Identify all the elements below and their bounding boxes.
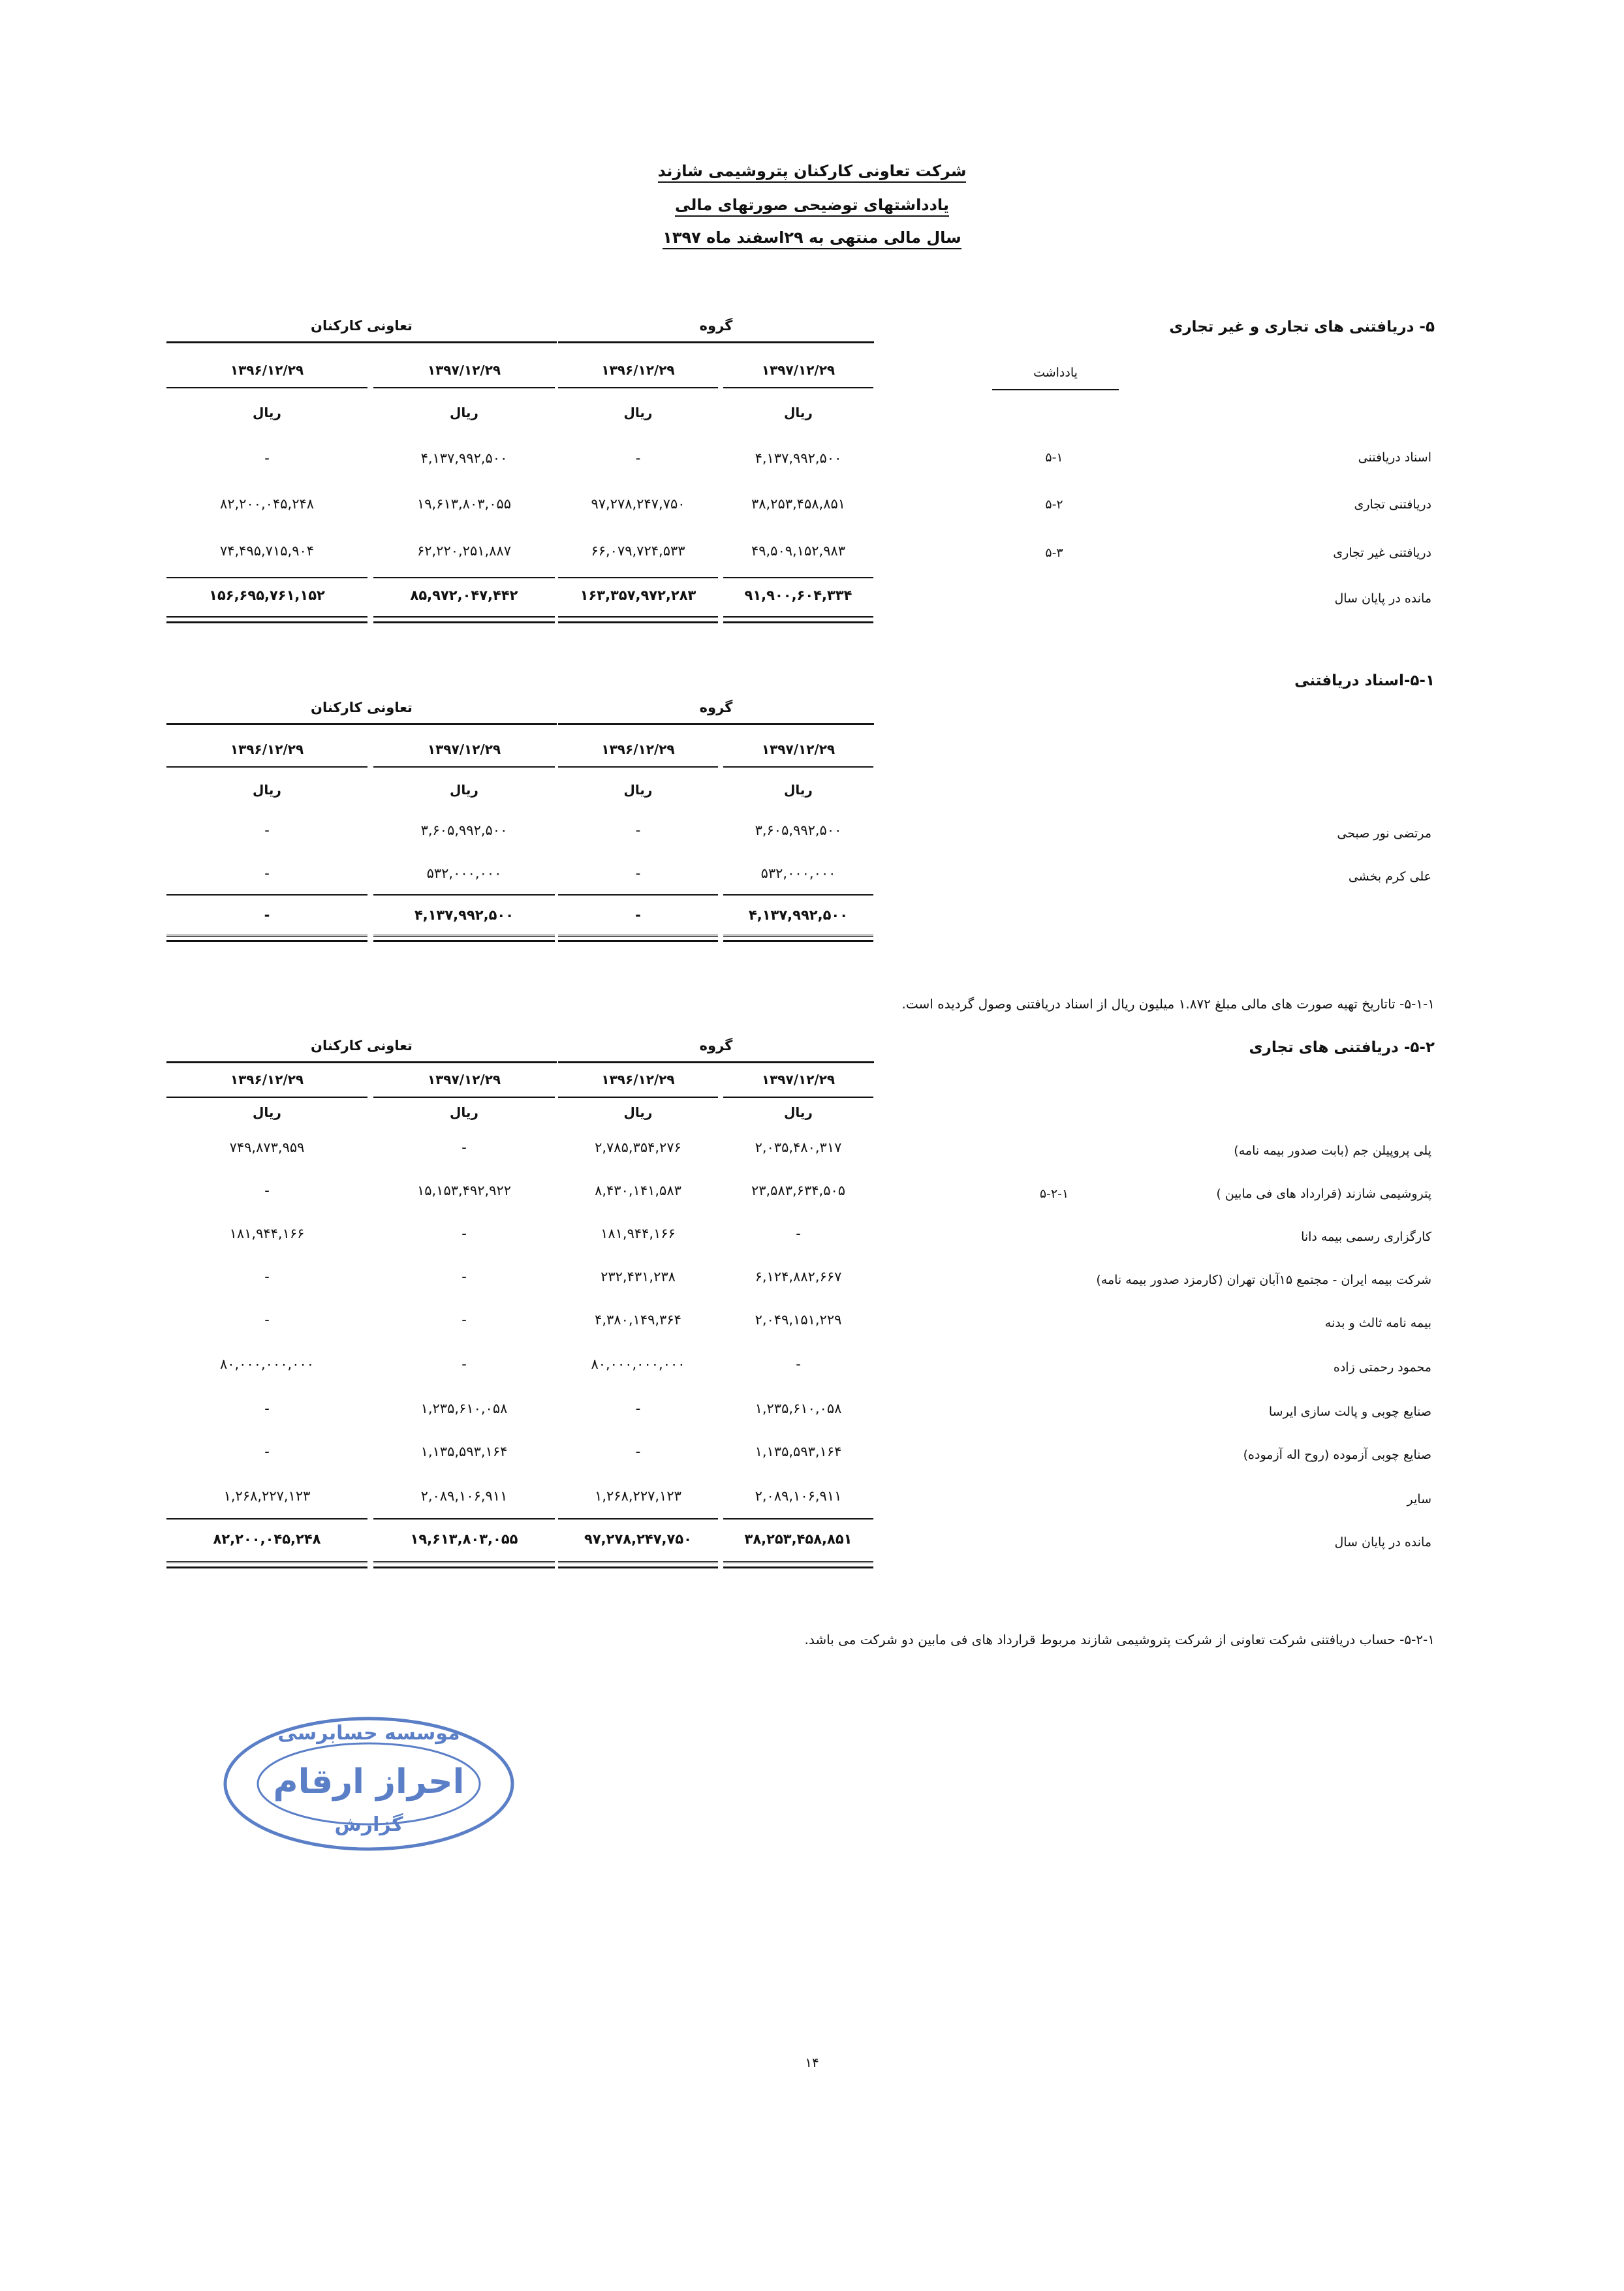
total-g96: - — [635, 907, 641, 923]
total-double-rule — [166, 935, 367, 942]
row-label: کارگزاری رسمی بیمه دانا — [1301, 1230, 1431, 1244]
subtotal-rule — [373, 577, 555, 578]
total-double-rule — [373, 616, 555, 623]
unit-label: ریال — [623, 782, 653, 798]
unit-label: ریال — [784, 1104, 813, 1120]
cell-c96: - — [264, 822, 270, 838]
col-g96: ۱۳۹۶/۱۲/۲۹ — [558, 1072, 718, 1098]
section-5-1-coop-header: تعاونی کارکنان — [166, 700, 557, 725]
row-note: ۵-۲-۱ — [1039, 1187, 1069, 1201]
row-note: ۵-۳ — [1045, 546, 1063, 560]
cell-g97: - — [796, 1356, 801, 1372]
row-label: صنایع چوبی آزموده (روح اله آزموده) — [1243, 1448, 1431, 1462]
cell-c97: - — [461, 1356, 467, 1372]
row-label: پلی پروپیلن جم (بابت صدور بیمه نامه) — [1234, 1144, 1431, 1158]
total-c96: ۸۲,۲۰۰,۰۴۵,۲۴۸ — [213, 1531, 321, 1547]
total-g96: ۱۶۳,۳۵۷,۹۷۲,۲۸۳ — [580, 587, 696, 603]
cell-c96: ۱,۲۶۸,۲۲۷,۱۲۳ — [223, 1488, 311, 1504]
cell-c97: ۱,۲۳۵,۶۱۰,۰۵۸ — [420, 1401, 508, 1416]
row-label: محمود رحمتی زاده — [1333, 1360, 1431, 1375]
cell-g97: ۲,۰۴۹,۱۵۱,۲۲۹ — [755, 1312, 842, 1328]
col-c96: ۱۳۹۶/۱۲/۲۹ — [166, 362, 367, 388]
subtotal-rule — [373, 1518, 555, 1520]
cell-g97: ۱,۱۳۵,۵۹۳,۱۶۴ — [755, 1444, 842, 1459]
unit-label: ریال — [450, 782, 478, 798]
subtotal-rule — [723, 577, 873, 578]
col-g97: ۱۳۹۷/۱۲/۲۹ — [723, 1072, 873, 1098]
cell-g96: - — [635, 822, 641, 838]
total-c96: ۱۵۶,۶۹۵,۷۶۱,۱۵۲ — [209, 587, 325, 603]
total-double-rule — [723, 935, 873, 942]
cell-c97: ۱,۱۳۵,۵۹۳,۱۶۴ — [420, 1444, 508, 1459]
cell-g97: ۳,۶۰۵,۹۹۲,۵۰۰ — [755, 822, 842, 838]
cell-g97: ۲,۰۸۹,۱۰۶,۹۱۱ — [755, 1488, 842, 1504]
cell-c97: ۴,۱۳۷,۹۹۲,۵۰۰ — [420, 450, 508, 466]
col-g97: ۱۳۹۷/۱۲/۲۹ — [723, 741, 873, 768]
total-double-rule — [373, 935, 555, 942]
total-double-rule — [373, 1561, 555, 1568]
cell-g96: - — [635, 865, 641, 881]
total-double-rule — [723, 616, 873, 623]
unit-label: ریال — [450, 1104, 478, 1120]
subtotal-rule — [558, 1518, 718, 1520]
auditor-stamp — [222, 1715, 516, 1852]
page-number: ۱۴ — [805, 2055, 819, 2070]
notes-subtitle: یادداشتهای توضیحی صورتهای مالی — [0, 196, 1624, 214]
cell-c97: - — [461, 1312, 467, 1328]
total-double-rule — [166, 616, 367, 623]
cell-c96: - — [264, 1444, 270, 1459]
cell-g96: ۲,۷۸۵,۳۵۴,۲۷۶ — [595, 1140, 681, 1155]
cell-g96: ۱۸۱,۹۴۴,۱۶۶ — [601, 1226, 676, 1241]
cell-g97: ۱,۲۳۵,۶۱۰,۰۵۸ — [755, 1401, 842, 1416]
cell-g96: - — [635, 1401, 641, 1416]
total-c96: - — [264, 907, 270, 923]
section-5-1-title: ۵-۱-اسناد دریافتنی — [1294, 672, 1435, 689]
section-5-title: ۵- دریافتنی های تجاری و غیر تجاری — [1169, 319, 1435, 335]
total-g96: ۹۷,۲۷۸,۲۴۷,۷۵۰ — [584, 1531, 692, 1547]
cell-c97: - — [461, 1269, 467, 1285]
period-title: سال مالی منتهی به ۲۹اسفند ماه ۱۳۹۷ — [0, 228, 1624, 247]
total-double-rule — [558, 935, 718, 942]
cell-c97: ۳,۶۰۵,۹۹۲,۵۰۰ — [420, 822, 508, 838]
total-g97: ۹۱,۹۰۰,۶۰۴,۳۳۴ — [744, 587, 852, 603]
row-note: ۵-۲ — [1045, 497, 1063, 512]
cell-c96: - — [264, 1183, 270, 1198]
row-label: پتروشیمی شازند (قرارداد های فی مابین ) — [1216, 1187, 1431, 1201]
section-5-2-title: ۵-۲- دریافتنی های تجاری — [1249, 1039, 1435, 1056]
row-label: بیمه نامه ثالث و بدنه — [1324, 1316, 1431, 1330]
subtotal-rule — [166, 577, 367, 578]
section-5-1-group-header: گروه — [558, 700, 874, 725]
cell-c96: ۸۲,۲۰۰,۰۴۵,۲۴۸ — [219, 496, 315, 512]
cell-c96: ۷۴۹,۸۷۳,۹۵۹ — [229, 1140, 305, 1155]
row-label: دریافتنی غیر تجاری — [1333, 546, 1431, 560]
total-c97: ۸۵,۹۷۲,۰۴۷,۴۴۲ — [410, 587, 518, 603]
subtotal-rule — [723, 894, 873, 896]
stamp-middle-text: احراز ارقام — [273, 1762, 465, 1801]
row-label: دریافتنی تجاری — [1354, 497, 1431, 512]
cell-g97: - — [796, 1226, 801, 1241]
unit-label: ریال — [450, 405, 478, 420]
subtotal-rule — [558, 577, 718, 578]
company-title: شرکت تعاونی کارکنان پتروشیمی شازند — [0, 162, 1624, 180]
total-c97: ۱۹,۶۱۳,۸۰۳,۰۵۵ — [410, 1531, 518, 1547]
cell-g96: ۶۶,۰۷۹,۷۲۴,۵۳۳ — [591, 543, 685, 559]
cell-c97: ۵۳۲,۰۰۰,۰۰۰ — [426, 865, 502, 881]
total-label: مانده در پایان سال — [1334, 591, 1431, 606]
section-5-1-footnote: ۵-۱-۱- تاتاریخ تهیه صورت های مالی مبلغ ۱.۸۷۲ میلیون ریال از اسناد دریافتنی وصول گردیده است. — [901, 996, 1435, 1012]
section-5-2-coop-header: تعاونی کارکنان — [166, 1038, 557, 1063]
row-note: ۵-۱ — [1045, 450, 1063, 465]
total-double-rule — [558, 616, 718, 623]
unit-label: ریال — [253, 782, 281, 798]
cell-c97: ۲,۰۸۹,۱۰۶,۹۱۱ — [420, 1488, 508, 1504]
col-c96: ۱۳۹۶/۱۲/۲۹ — [166, 1072, 367, 1098]
cell-g96: ۹۷,۲۷۸,۲۴۷,۷۵۰ — [591, 496, 685, 512]
cell-g97: ۲۳,۵۸۳,۶۳۴,۵۰۵ — [751, 1183, 846, 1198]
cell-c96: - — [264, 1269, 270, 1285]
total-g97: ۴,۱۳۷,۹۹۲,۵۰۰ — [748, 907, 849, 923]
row-label: اسناد دریافتنی — [1358, 450, 1431, 465]
cell-g96: ۱,۲۶۸,۲۲۷,۱۲۳ — [595, 1488, 681, 1504]
cell-g97: ۴۹,۵۰۹,۱۵۲,۹۸۳ — [751, 543, 846, 559]
stamp-bottom-text: گزارش — [334, 1813, 403, 1836]
section-5-group-header: گروه — [558, 318, 874, 343]
row-label: علی کرم بخشی — [1348, 869, 1431, 884]
cell-g97: ۵۳۲,۰۰۰,۰۰۰ — [760, 865, 836, 881]
cell-g96: ۸,۴۳۰,۱۴۱,۵۸۳ — [595, 1183, 681, 1198]
row-label: مرتضی نور صبحی — [1337, 826, 1431, 841]
cell-g96: ۲۳۲,۴۳۱,۲۳۸ — [601, 1269, 676, 1285]
total-c97: ۴,۱۳۷,۹۹۲,۵۰۰ — [414, 907, 514, 923]
cell-c96: ۷۴,۴۹۵,۷۱۵,۹۰۴ — [219, 543, 315, 559]
total-g97: ۳۸,۲۵۳,۴۵۸,۸۵۱ — [744, 1531, 852, 1547]
cell-g96: ۴,۳۸۰,۱۴۹,۳۶۴ — [595, 1312, 681, 1328]
note-column-header: یادداشت — [992, 366, 1119, 390]
total-label: مانده در پایان سال — [1334, 1535, 1431, 1550]
subtotal-rule — [723, 1518, 873, 1520]
subtotal-rule — [166, 894, 367, 896]
cell-g96: - — [635, 1444, 641, 1459]
col-g97: ۱۳۹۷/۱۲/۲۹ — [723, 362, 873, 388]
unit-label: ریال — [253, 405, 281, 420]
cell-g97: ۳۸,۲۵۳,۴۵۸,۸۵۱ — [751, 496, 846, 512]
cell-c97: ۱۵,۱۵۳,۴۹۲,۹۲۲ — [416, 1183, 512, 1198]
col-c97: ۱۳۹۷/۱۲/۲۹ — [373, 362, 555, 388]
row-label: شرکت بیمه ایران - مجتمع ۱۵آبان تهران (کارمزد صدور بیمه نامه) — [1096, 1273, 1431, 1287]
cell-c97: ۶۲,۲۲۰,۲۵۱,۸۸۷ — [416, 543, 512, 559]
unit-label: ریال — [623, 405, 653, 420]
col-g96: ۱۳۹۶/۱۲/۲۹ — [558, 741, 718, 768]
cell-c96: - — [264, 1312, 270, 1328]
unit-label: ریال — [623, 1104, 653, 1120]
stamp-top-text: موسسه حسابرسی — [277, 1722, 460, 1745]
cell-c96: ۸۰,۰۰۰,۰۰۰,۰۰۰ — [219, 1356, 315, 1372]
col-c97: ۱۳۹۷/۱۲/۲۹ — [373, 741, 555, 768]
cell-c97: ۱۹,۶۱۳,۸۰۳,۰۵۵ — [416, 496, 512, 512]
cell-c97: - — [461, 1140, 467, 1155]
cell-g97: ۴,۱۳۷,۹۹۲,۵۰۰ — [755, 450, 842, 466]
cell-c97: - — [461, 1226, 467, 1241]
col-g96: ۱۳۹۶/۱۲/۲۹ — [558, 362, 718, 388]
section-5-coop-header: تعاونی کارکنان — [166, 318, 557, 343]
row-label: صنایع چوبی و پالت سازی ایرسا — [1268, 1405, 1431, 1419]
total-double-rule — [558, 1561, 718, 1568]
cell-c96: - — [264, 1401, 270, 1416]
cell-c96: - — [264, 865, 270, 881]
unit-label: ریال — [253, 1104, 281, 1120]
total-double-rule — [723, 1561, 873, 1568]
col-c96: ۱۳۹۶/۱۲/۲۹ — [166, 741, 367, 768]
subtotal-rule — [166, 1518, 367, 1520]
col-c97: ۱۳۹۷/۱۲/۲۹ — [373, 1072, 555, 1098]
unit-label: ریال — [784, 405, 813, 420]
unit-label: ریال — [784, 782, 813, 798]
section-5-2-group-header: گروه — [558, 1038, 874, 1063]
subtotal-rule — [373, 894, 555, 896]
cell-c96: - — [264, 450, 270, 466]
cell-g96: - — [635, 450, 641, 466]
subtotal-rule — [558, 894, 718, 896]
cell-c96: ۱۸۱,۹۴۴,۱۶۶ — [229, 1226, 305, 1241]
cell-g97: ۶,۱۲۴,۸۸۲,۶۶۷ — [755, 1269, 842, 1285]
cell-g96: ۸۰,۰۰۰,۰۰۰,۰۰۰ — [591, 1356, 685, 1372]
section-5-2-footnote: ۵-۲-۱- حساب دریافتنی شرکت تعاونی از شرکت پتروشیمی شازند مربوط قرارداد های فی مابین دو شرکت می باشد. — [804, 1632, 1435, 1647]
row-label: سایر — [1407, 1492, 1431, 1506]
total-double-rule — [166, 1561, 367, 1568]
cell-g97: ۲,۰۳۵,۴۸۰,۳۱۷ — [755, 1140, 842, 1155]
